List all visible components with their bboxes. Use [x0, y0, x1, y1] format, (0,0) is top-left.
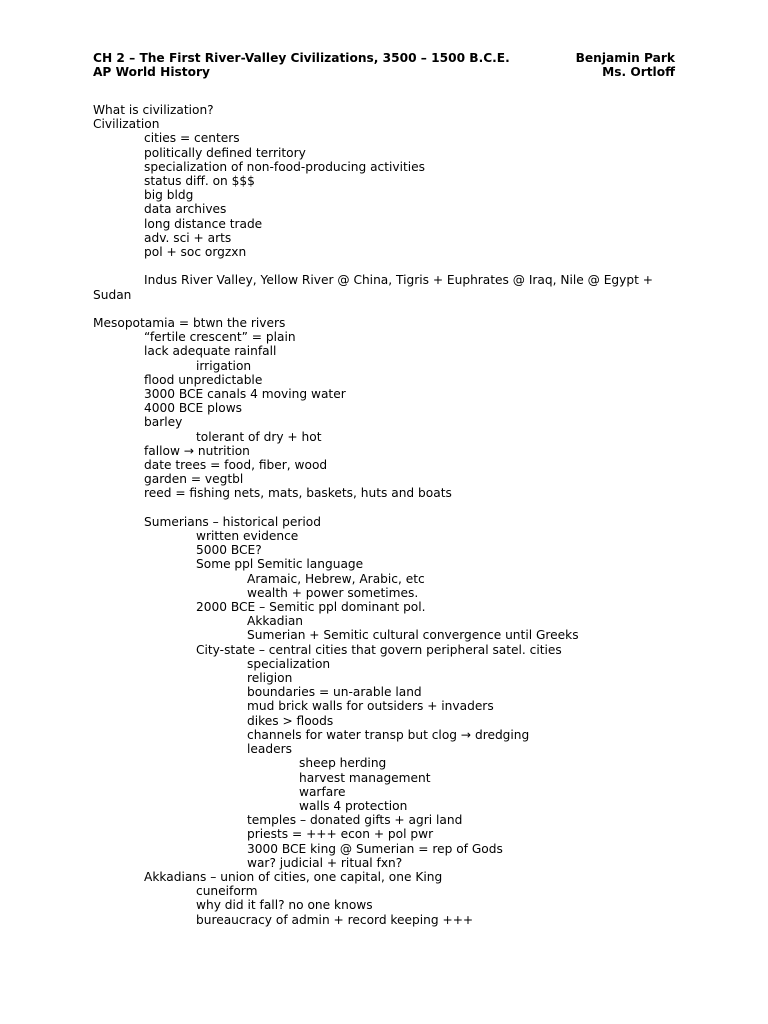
note-line: status diff. on $$$: [144, 174, 255, 189]
note-line: data archives: [144, 202, 227, 217]
author-name: Benjamin Park: [575, 51, 675, 65]
note-line: big bldg: [144, 188, 194, 203]
note-line: religion: [247, 671, 293, 686]
note-line: 4000 BCE plows: [144, 401, 243, 416]
blank-line: [93, 501, 675, 515]
note-line: long distance trade: [144, 216, 263, 231]
note-line: 3000 BCE canals 4 moving water: [144, 387, 346, 402]
note-line: wealth + power sometimes.: [247, 585, 419, 600]
note-line: fallow → nutrition: [144, 443, 250, 458]
note-line: walls 4 protection: [299, 798, 408, 813]
course-name: AP World History: [93, 65, 210, 79]
note-line: flood unpredictable: [144, 372, 263, 387]
note-line: specialization: [247, 656, 331, 671]
note-line: Akkadians – union of cities, one capital, one King: [144, 869, 443, 884]
note-line: What is civilization?: [93, 103, 214, 117]
note-line: lack adequate rainfall: [144, 344, 277, 359]
note-line: cities = centers: [144, 131, 240, 146]
note-line: Indus River Valley, Yellow River @ China, Tigris + Euphrates @ Iraq, Nile @ Egypt + Sudan: [93, 273, 653, 302]
note-line: City-state – central cities that govern peripheral satel. cities: [196, 642, 562, 657]
note-line: Civilization: [93, 117, 160, 132]
note-line: Akkadian: [247, 614, 304, 629]
note-line: written evidence: [196, 529, 299, 544]
note-line: bureaucracy of admin + record keeping +++: [196, 912, 474, 927]
note-line: 3000 BCE king @ Sumerian = rep of Gods: [247, 841, 503, 856]
note-line: adv. sci + arts: [144, 230, 232, 245]
blank-line: [93, 259, 675, 273]
note-line: warfare: [299, 784, 346, 799]
note-line: leaders: [247, 742, 292, 757]
note-line: tolerant of dry + hot: [196, 429, 322, 444]
blank-line: [93, 302, 675, 316]
note-line: priests = +++ econ + pol pwr: [247, 827, 434, 842]
note-line: why did it fall? no one knows: [196, 898, 373, 913]
note-line: dikes > floods: [247, 713, 334, 728]
note-line: barley: [144, 415, 183, 430]
note-line: “fertile crescent” = plain: [144, 330, 296, 345]
document-title: CH 2 – The First River-Valley Civilizations, 3500 – 1500 B.C.E.: [93, 51, 510, 65]
note-line: sheep herding: [299, 756, 387, 771]
note-line: pol + soc orgzxn: [144, 245, 247, 260]
note-line: 2000 BCE – Semitic ppl dominant pol.: [196, 600, 426, 615]
header-row-1: [93, 51, 675, 65]
note-line: reed = fishing nets, mats, baskets, huts and boats: [144, 486, 452, 501]
note-line: irrigation: [196, 358, 252, 373]
note-line: cuneiform: [196, 884, 258, 899]
note-line: garden = vegtbl: [144, 472, 244, 487]
note-line: harvest management: [299, 770, 431, 785]
note-line: Mesopotamia = btwn the rivers: [93, 316, 286, 331]
document-page: [93, 51, 675, 927]
note-line: 5000 BCE?: [196, 543, 262, 558]
note-line: channels for water transp but clog → dredging: [247, 727, 530, 742]
note-line: boundaries = un-arable land: [247, 685, 422, 700]
notes-body: [93, 103, 675, 927]
note-line: temples – donated gifts + agri land: [247, 813, 463, 828]
note-line: specialization of non-food-producing activities: [144, 159, 426, 174]
note-line: Aramaic, Hebrew, Arabic, etc: [247, 571, 425, 586]
note-line: war? judicial + ritual fxn?: [247, 855, 403, 870]
note-line: Some ppl Semitic language: [196, 557, 364, 572]
note-line: politically defined territory: [144, 145, 306, 160]
note-line: Sumerian + Semitic cultural convergence until Greeks: [247, 628, 579, 643]
note-line: date trees = food, fiber, wood: [144, 458, 328, 473]
header-row-2: [93, 65, 675, 79]
note-line: Sumerians – historical period: [144, 514, 321, 529]
teacher-name: Ms. Ortloff: [602, 65, 675, 79]
note-line: mud brick walls for outsiders + invaders: [247, 699, 494, 714]
